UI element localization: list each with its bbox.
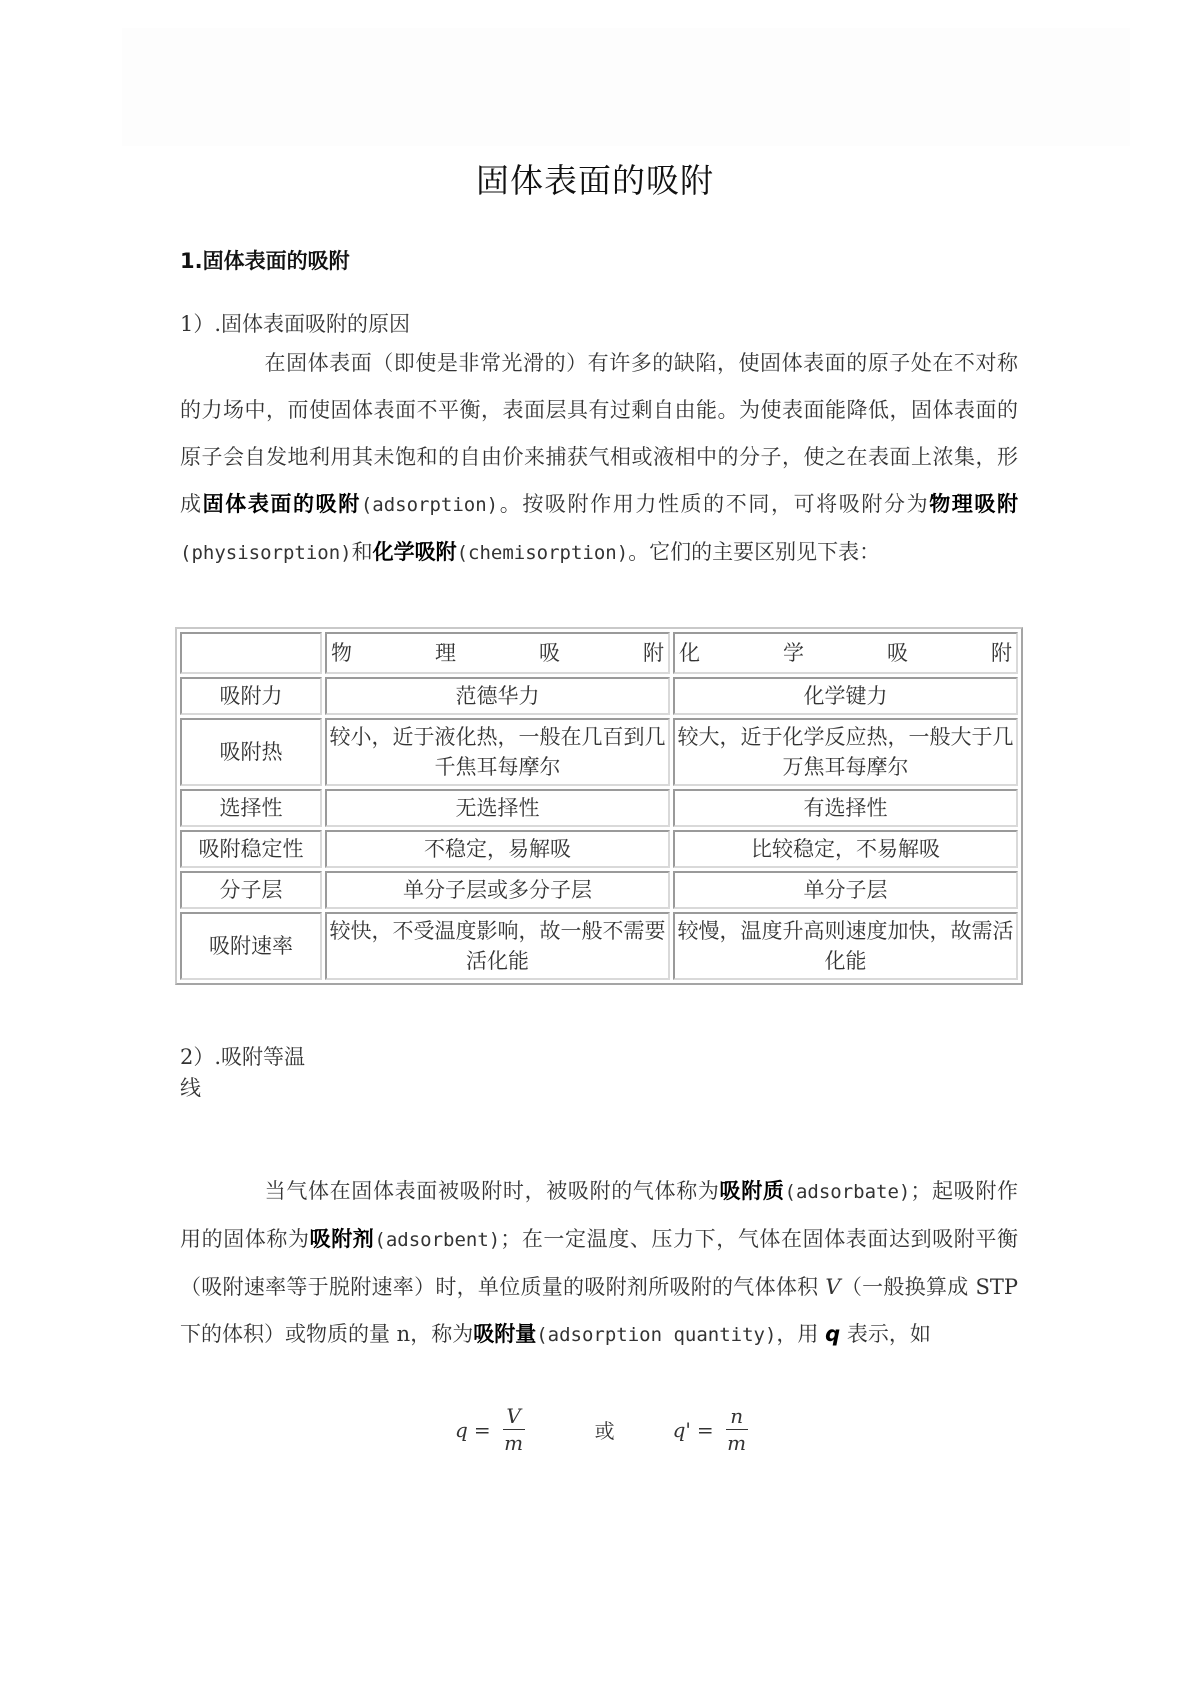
- heading-line: 线: [180, 1076, 201, 1100]
- table-row: [180, 871, 1018, 909]
- cell-chemical: 比较稳定，不易解吸: [673, 830, 1018, 868]
- cell-physical: 不稳定，易解吸: [325, 830, 670, 868]
- numerator: V: [506, 1404, 521, 1428]
- term-bold: 化学吸附: [372, 540, 457, 564]
- term-bold: 物理吸附: [929, 492, 1019, 516]
- text: 当气体在固体表面被吸附时，被吸附的气体称为: [264, 1179, 720, 1203]
- text: 表示，如: [840, 1322, 931, 1346]
- cell-physical: 范德华力: [325, 677, 670, 715]
- text: ；起吸附作用的固体称为: [180, 1179, 1019, 1251]
- equals-sign: =: [473, 1417, 491, 1442]
- term-bold: 吸附量: [473, 1322, 537, 1346]
- term-en: (physisorption): [180, 542, 352, 564]
- row-label: 分子层: [180, 871, 322, 909]
- term-bold: 吸附质: [719, 1179, 785, 1203]
- term-bold: 吸附剂: [309, 1227, 375, 1251]
- table-header-row: [180, 632, 1018, 674]
- page-title: 固体表面的吸附: [476, 161, 714, 200]
- table-header-physical: 物理吸附: [325, 632, 670, 674]
- comparison-table: [175, 627, 1023, 985]
- text: 在固体表面（即使是非常光滑的）有许多的缺陷，使固体表面的原子处在不对称的力场中，而使固体表面不平衡，表面层具有过剩自由能。为使表面能降低，固体表面的原子会自发地利用其未饱和的自由价来捕获气相或液相中的分子，使之在表面上浓集，形成: [180, 351, 1018, 516]
- subsection-heading-1: 1）.固体表面吸附的原因: [180, 312, 411, 336]
- cell-physical: 较小，近于液化热，一般在几百到几千焦耳每摩尔: [325, 718, 670, 786]
- row-label: 选择性: [180, 789, 322, 827]
- text: 。它们的主要区别见下表：: [628, 540, 881, 564]
- fraction-bar: [503, 1429, 525, 1430]
- or-word: 或: [594, 1419, 615, 1443]
- heading-line: 2）.吸附等温: [180, 1045, 306, 1069]
- text: （一般换算成 STP 下的体积）或物质的量 n，称为: [180, 1275, 1018, 1346]
- text: 和: [351, 540, 373, 564]
- denominator: m: [727, 1431, 747, 1455]
- text: ；在一定温度、压力下，气体在固体表面达到吸附平衡（吸附速率等于脱附速率）时，单位质量的吸附剂所吸附的气体体积: [180, 1227, 1019, 1299]
- paragraph-adsorption-quantity: [180, 1168, 1018, 1359]
- variable: V: [825, 1275, 841, 1299]
- cell-chemical: 较大，近于化学反应热，一般大于几万焦耳每摩尔: [673, 718, 1018, 786]
- term-en: (adsorbent): [374, 1229, 501, 1251]
- table-row: [180, 789, 1018, 827]
- table-corner-cell: [180, 632, 322, 674]
- table-header-chemical: 化学吸附: [673, 632, 1018, 674]
- cell-chemical: 化学键力: [673, 677, 1018, 715]
- table-row: [180, 677, 1018, 715]
- table-row: [180, 718, 1018, 786]
- row-label: 吸附力: [180, 677, 322, 715]
- formula-lhs: q: [455, 1417, 468, 1442]
- term-en: (adsorption quantity): [536, 1324, 777, 1346]
- formula-lhs: q': [672, 1417, 691, 1442]
- term-en: (adsorption): [360, 494, 499, 516]
- header-band: [122, 28, 1130, 146]
- section-heading: 1.固体表面的吸附: [180, 249, 350, 273]
- paragraph-adsorption-cause: [180, 340, 1018, 577]
- term-bold: 固体表面的吸附: [202, 492, 361, 516]
- fraction-bar: [726, 1429, 748, 1430]
- term-en: (chemisorption): [456, 542, 629, 564]
- formula: [455, 1405, 754, 1454]
- denominator: m: [504, 1431, 524, 1455]
- subsection-heading-2: [180, 1042, 305, 1104]
- cell-physical: 无选择性: [325, 789, 670, 827]
- table-row: [180, 912, 1018, 980]
- equals-sign: =: [696, 1417, 714, 1442]
- row-label: 吸附热: [180, 718, 322, 786]
- table-row: [180, 830, 1018, 868]
- row-label: 吸附稳定性: [180, 830, 322, 868]
- numerator: n: [730, 1404, 744, 1428]
- cell-physical: 单分子层或多分子层: [325, 871, 670, 909]
- variable: q: [825, 1322, 841, 1346]
- term-en: (adsorbate): [784, 1181, 911, 1203]
- text: 。按吸附作用力性质的不同，可将吸附分为: [498, 492, 930, 516]
- fraction: [726, 1405, 748, 1454]
- cell-chemical: 较慢，温度升高则速度加快，故需活化能: [673, 912, 1018, 980]
- cell-chemical: 有选择性: [673, 789, 1018, 827]
- cell-physical: 较快，不受温度影响，故一般不需要活化能: [325, 912, 670, 980]
- fraction: [503, 1405, 525, 1454]
- text: ，用: [776, 1322, 826, 1346]
- row-label: 吸附速率: [180, 912, 322, 980]
- cell-chemical: 单分子层: [673, 871, 1018, 909]
